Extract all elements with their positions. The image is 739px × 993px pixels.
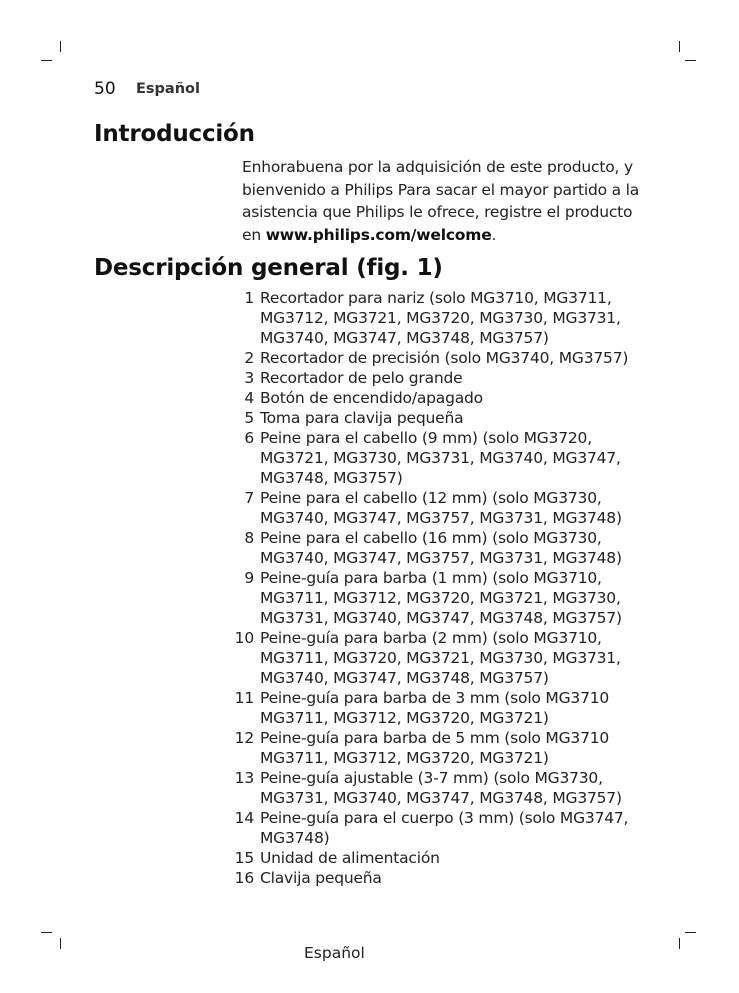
crop-mark: [685, 60, 696, 61]
list-item-text: Peine para el cabello (16 mm) (solo MG3730, MG3740, MG3747, MG3757, MG3731, MG3748): [260, 529, 622, 567]
intro-text-end: .: [491, 225, 497, 244]
list-item-number: 10: [234, 629, 254, 647]
header-language: Español: [136, 81, 200, 97]
list-item-number: 1: [244, 289, 254, 307]
list-item-number: 15: [234, 849, 254, 867]
list-item-number: 12: [234, 729, 254, 747]
list-item-number: 9: [244, 569, 254, 587]
list-item: [232, 348, 662, 368]
list-item-text: Clavija pequeña: [260, 869, 382, 887]
list-item-number: 2: [244, 349, 254, 367]
list-item-text: Peine-guía ajustable (3-7 mm) (solo MG3730, MG3731, MG3740, MG3747, MG3748, MG3757): [260, 769, 622, 807]
overview-list: [232, 288, 662, 888]
list-item-text: Peine-guía para barba (2 mm) (solo MG3710, MG3711, MG3720, MG3721, MG3730, MG3731, MG3740, MG3747, MG3748, MG3757): [260, 629, 621, 687]
list-item-text: Botón de encendido/apagado: [260, 389, 483, 407]
list-item-text: Peine-guía para barba de 3 mm (solo MG3710 MG3711, MG3712, MG3720, MG3721): [260, 689, 610, 727]
crop-mark: [679, 938, 680, 949]
list-item: [232, 488, 662, 528]
welcome-link[interactable]: www.philips.com/welcome: [265, 225, 492, 244]
list-item-text: Toma para clavija pequeña: [260, 409, 464, 427]
list-item: [232, 408, 662, 428]
list-item: [232, 568, 662, 628]
list-item-number: 4: [244, 389, 254, 407]
list-item: [232, 868, 662, 888]
list-item-text: Recortador de pelo grande: [260, 369, 463, 387]
crop-mark: [41, 932, 52, 933]
list-item-text: Peine-guía para barba (1 mm) (solo MG3710, MG3711, MG3712, MG3720, MG3721, MG3730, MG3731, MG3740, MG3747, MG3748, MG3757): [260, 569, 622, 627]
intro-paragraph: [242, 156, 652, 246]
list-item: [232, 368, 662, 388]
overview-title: Descripción general (fig. 1): [94, 255, 443, 281]
intro-title: Introducción: [94, 121, 255, 147]
crop-mark: [41, 60, 52, 61]
list-item-text: Recortador para nariz (solo MG3710, MG3711, MG3712, MG3721, MG3720, MG3730, MG3731, MG3740, MG3747, MG3748, MG3757): [260, 289, 621, 347]
list-item-number: 16: [234, 869, 254, 887]
page-number: 50: [94, 79, 116, 99]
list-item: [232, 528, 662, 568]
list-item-text: Unidad de alimentación: [260, 849, 440, 867]
list-item: [232, 688, 662, 728]
list-item: [232, 388, 662, 408]
list-item-number: 14: [234, 809, 254, 827]
list-item-number: 3: [244, 369, 254, 387]
list-item-number: 13: [234, 769, 254, 787]
list-item-number: 8: [244, 529, 254, 547]
list-item: [232, 728, 662, 768]
list-item-text: Peine-guía para barba de 5 mm (solo MG3710 MG3711, MG3712, MG3720, MG3721): [260, 729, 610, 767]
crop-mark: [60, 41, 61, 52]
list-item-text: Peine para el cabello (9 mm) (solo MG3720, MG3721, MG3730, MG3731, MG3740, MG3747, MG3748, MG3757): [260, 429, 621, 487]
list-item: [232, 808, 662, 848]
list-item: [232, 288, 662, 348]
list-item-text: Peine para el cabello (12 mm) (solo MG3730, MG3740, MG3747, MG3757, MG3731, MG3748): [260, 489, 622, 527]
list-item-number: 7: [244, 489, 254, 507]
footer-language: Español: [304, 944, 365, 962]
list-item: [232, 428, 662, 488]
list-item-number: 11: [234, 689, 254, 707]
list-item-text: Peine-guía para el cuerpo (3 mm) (solo MG3747, MG3748): [260, 809, 629, 847]
intro-text: Enhorabuena por la adquisición de este producto, y bienvenido a Philips Para sacar el mayor partido a la asistencia que Philips le ofrece, registre el producto en: [242, 158, 640, 244]
crop-mark: [679, 41, 680, 52]
list-item: [232, 628, 662, 688]
list-item-number: 6: [244, 429, 254, 447]
list-item: [232, 848, 662, 868]
list-item-number: 5: [244, 409, 254, 427]
list-item: [232, 768, 662, 808]
list-item-text: Recortador de precisión (solo MG3740, MG3757): [260, 349, 629, 367]
crop-mark: [685, 932, 696, 933]
crop-mark: [60, 938, 61, 949]
